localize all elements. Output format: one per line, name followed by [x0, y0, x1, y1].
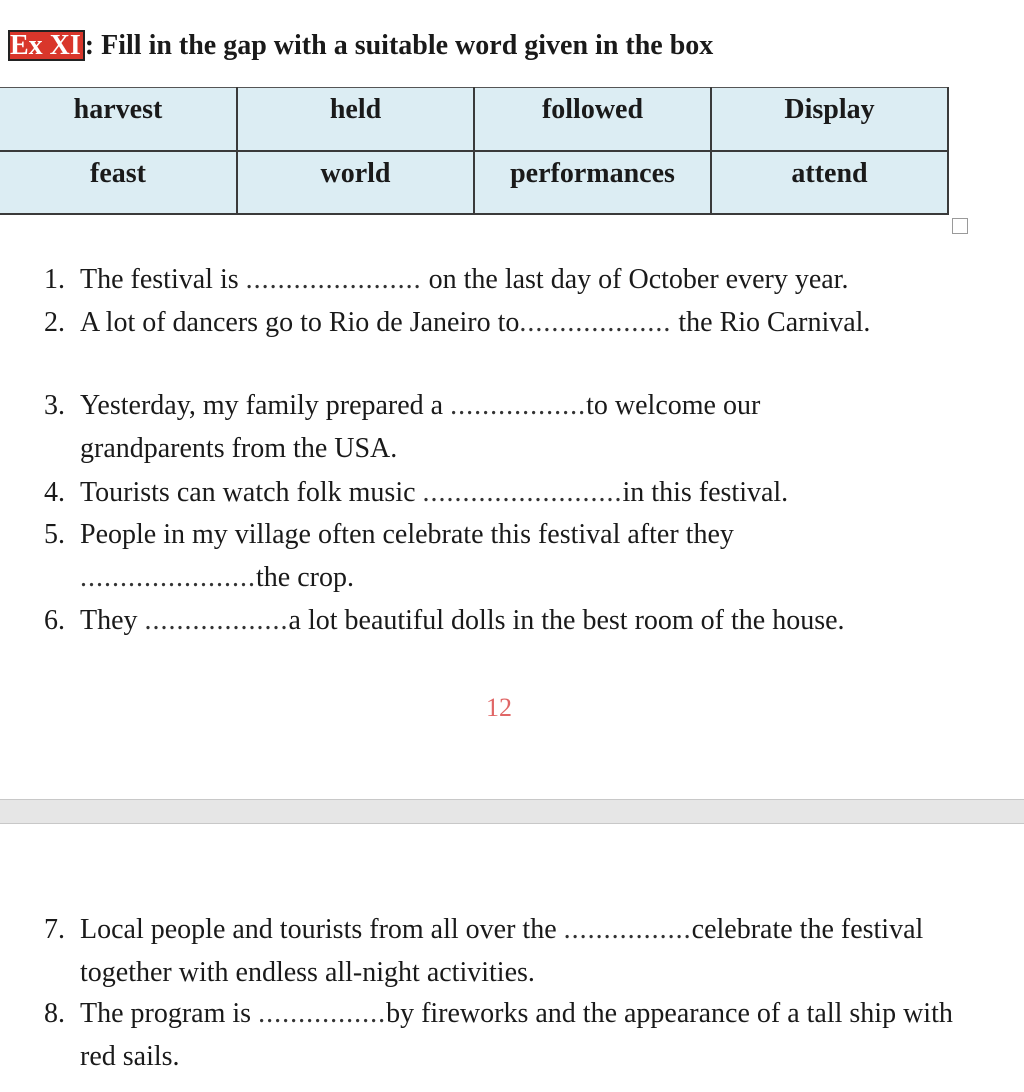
exercise-heading: [8, 28, 713, 64]
item-text-before: Yesterday, my family prepared a: [80, 390, 451, 421]
item-text-before: They: [80, 605, 145, 636]
item-text-after: to welcome our grandparents from the USA.: [80, 390, 761, 464]
exercise-label: Ex XI: [8, 30, 85, 61]
item-number: 4.: [44, 477, 65, 508]
word-cell: performances: [474, 151, 711, 214]
exercise-item-7: [44, 908, 994, 994]
item-text-before: People in my village often celebrate this festival after they: [80, 519, 734, 550]
word-cell: held: [237, 88, 474, 151]
answer-blank[interactable]: ...................: [519, 307, 672, 338]
item-text-after: the Rio Carnival.: [671, 307, 871, 338]
item-text-after: a lot beautiful dolls in the best room of the house.: [288, 605, 845, 636]
exercise-item-5: [44, 513, 994, 599]
page-number: 12: [486, 693, 512, 722]
item-text-after: in this festival.: [622, 477, 789, 508]
exercise-instruction: : Fill in the gap with a suitable word given in the box: [84, 30, 714, 61]
answer-blank[interactable]: ................: [563, 914, 692, 945]
item-text-before: Local people and tourists from all over the: [80, 914, 564, 945]
answer-blank[interactable]: .................: [450, 390, 587, 421]
item-text-before: The program is: [80, 998, 259, 1029]
exercise-item-2: [44, 301, 994, 344]
word-cell: followed: [474, 88, 711, 151]
answer-blank[interactable]: ......................: [80, 562, 256, 593]
exercise-item-8: [44, 992, 994, 1078]
word-cell: world: [237, 151, 474, 214]
exercise-item-4: [44, 471, 994, 514]
item-number: 5.: [44, 519, 65, 550]
exercise-item-1: [44, 258, 994, 301]
word-box-table: [0, 87, 949, 215]
item-text-before: The festival is: [80, 264, 246, 295]
item-text-after: on the last day of October every year.: [421, 264, 849, 295]
answer-blank[interactable]: ......................: [245, 264, 422, 295]
item-text-after: the crop.: [256, 562, 354, 593]
item-text-before: A lot of dancers go to Rio de Janeiro to: [80, 307, 520, 338]
word-box-row: [0, 88, 948, 151]
item-number: 1.: [44, 264, 65, 295]
word-cell: feast: [0, 151, 237, 214]
exercise-item-3: [44, 384, 994, 470]
answer-blank[interactable]: ..................: [144, 605, 289, 636]
item-number: 6.: [44, 605, 65, 636]
item-number: 8.: [44, 998, 65, 1029]
item-text-after: celebrate the festival together with endless all-night activities.: [80, 914, 924, 988]
page-break-separator: [0, 799, 1024, 824]
answer-blank[interactable]: ................: [258, 998, 387, 1029]
word-cell: harvest: [0, 88, 237, 151]
item-number: 2.: [44, 307, 65, 338]
item-text-before: Tourists can watch folk music: [80, 477, 423, 508]
word-box-row: [0, 151, 948, 214]
table-resize-handle[interactable]: [952, 218, 968, 234]
exercise-item-6: [44, 599, 994, 642]
word-cell: attend: [711, 151, 948, 214]
word-cell: Display: [711, 88, 948, 151]
item-number: 3.: [44, 390, 65, 421]
item-text-after: by fireworks and the appearance of a tall ship with red sails.: [80, 998, 953, 1072]
item-number: 7.: [44, 914, 65, 945]
answer-blank[interactable]: .........................: [422, 477, 623, 508]
